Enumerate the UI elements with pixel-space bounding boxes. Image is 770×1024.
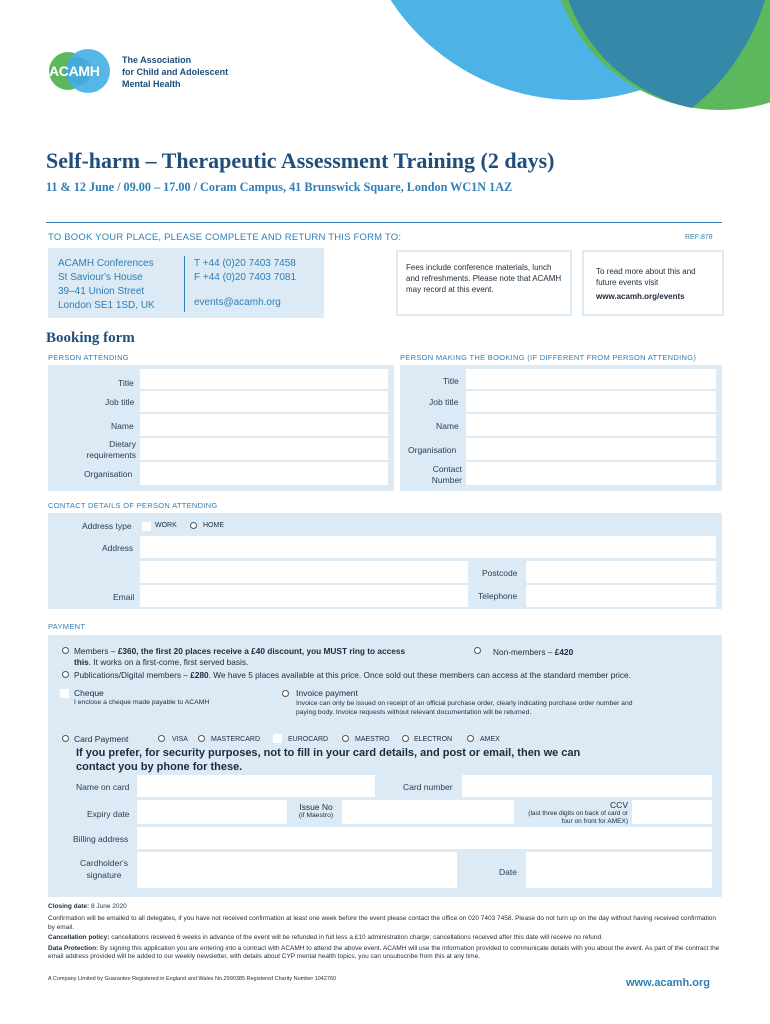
members-radio[interactable] bbox=[62, 647, 69, 654]
org-name: The Association for Child and Adolescent Mental Health bbox=[122, 55, 229, 89]
card-payment-label: Card Payment bbox=[74, 734, 129, 744]
confirmation-note: Confirmation will be emailed to all delegates, if you have not received confirmation at least one week before the event please contact the office on 020 7403 7458. Please do not turn up on the day without having received confirmation by email. bbox=[48, 915, 716, 931]
person-booking-caption: PERSON MAKING THE BOOKING (IF DIFFERENT FROM PERSON ATTENDING) bbox=[400, 353, 697, 362]
ccv-label: CCV (last three digits on back of card or four on front for AMEX) bbox=[528, 800, 628, 825]
card-payment-radio[interactable] bbox=[62, 735, 69, 742]
booker-contact-field[interactable] bbox=[466, 462, 716, 485]
fees-box: Fees include conference materials, lunch and refreshments. Please note that ACAMH may record at this event. bbox=[396, 250, 572, 316]
mastercard-radio[interactable] bbox=[198, 735, 205, 742]
work-checkbox[interactable] bbox=[142, 522, 151, 531]
page-title: Self-harm – Therapeutic Assessment Training (2 days) bbox=[46, 148, 555, 173]
card-number-field[interactable] bbox=[462, 775, 712, 797]
ref-number: REF:878 bbox=[685, 234, 713, 241]
address-field-1[interactable] bbox=[140, 536, 716, 558]
home-option-label: HOME bbox=[203, 522, 224, 529]
company-info: A Company Limited by Guarantee Registered in England and Wales No.2990385 Registered Charity Number 1042760 bbox=[48, 976, 337, 982]
organisation-label: Organisation bbox=[84, 469, 133, 479]
date-field[interactable] bbox=[526, 852, 712, 888]
cheque-option: Cheque I enclose a cheque made payable to ACAMH bbox=[74, 688, 210, 706]
data-protection: Data Protection: By signing this application you are entering into a contract with ACAMH to attend the above event. ACAMH will use the information provided to communicate details with you about the event. As part of the contract the email address provided will be added to our weekly newsletter, with details about CYP mental health topics, you can unsubscribe from this at any time. bbox=[48, 944, 720, 961]
address-type-label: Address type bbox=[82, 521, 132, 531]
payment-caption: PAYMENT bbox=[48, 622, 86, 631]
address-line: ACAMH Conferences bbox=[58, 258, 154, 269]
website-link[interactable]: www.acamh.org bbox=[626, 977, 710, 989]
non-members-radio[interactable] bbox=[474, 647, 481, 654]
postcode-field[interactable] bbox=[526, 561, 716, 583]
acamh-logo bbox=[46, 46, 116, 96]
visa-radio[interactable] bbox=[158, 735, 165, 742]
booking-instruction: TO BOOK YOUR PLACE, PLEASE COMPLETE AND RETURN THIS FORM TO: bbox=[48, 232, 402, 243]
footer-notes bbox=[48, 903, 724, 961]
phone-payment-note: If you prefer, for security purposes, not to fill in your card details, and post or email, then we can contact you by phone for these. bbox=[76, 747, 581, 773]
event-subtitle: 11 & 12 June / 09.00 – 17.00 / Coram Campus, 41 Brunswick Square, London WC1N 1AZ bbox=[46, 180, 513, 194]
events-box: To read more about this and future events visit www.acamh.org/events bbox=[582, 250, 724, 316]
home-radio[interactable] bbox=[190, 522, 197, 529]
invoice-radio[interactable] bbox=[282, 690, 289, 697]
work-option-label: WORK bbox=[155, 522, 177, 529]
logo-text: ACAMH bbox=[49, 63, 100, 79]
email-link[interactable]: events@acamh.org bbox=[194, 297, 281, 308]
fax-number: F +44 (0)20 7403 7081 bbox=[194, 272, 297, 283]
members-option: Members – £360, the first 20 places receive a £40 discount, you MUST ring to access this. It works on a first-come, first served basis. bbox=[74, 646, 406, 667]
billing-address-label: Billing address bbox=[73, 834, 129, 844]
closing-date: Closing date: 8 June 2020 bbox=[48, 903, 127, 910]
attendee-organisation-field[interactable] bbox=[140, 462, 388, 485]
name-label: Name bbox=[111, 421, 134, 431]
title-label: Title bbox=[118, 378, 134, 388]
maestro-radio[interactable] bbox=[342, 735, 349, 742]
cheque-checkbox[interactable] bbox=[60, 689, 69, 698]
non-members-option: Non-members – £420 bbox=[493, 647, 574, 657]
booker-job-title-label: Job title bbox=[429, 397, 459, 407]
attendee-dietary-field[interactable] bbox=[140, 438, 388, 460]
mastercard-label: MASTERCARD bbox=[211, 736, 261, 743]
billing-address-field[interactable] bbox=[137, 827, 712, 849]
address-label: Address bbox=[102, 543, 134, 553]
invoice-option: Invoice payment Invoice can only be issued on receipt of an official purchase order, clearly indicating purchase order number and paying body. Invoice requests without relevant documentation will be returned. bbox=[296, 688, 633, 716]
publications-option: Publications/Digital members – £280. We have 5 places available at this price. Once sold out these members can access at the standard member price. bbox=[74, 670, 631, 680]
eurocard-checkbox[interactable] bbox=[273, 734, 282, 743]
contact-number-label: Contact Number bbox=[431, 464, 462, 485]
booker-title-field[interactable] bbox=[466, 369, 716, 389]
address-separator bbox=[184, 256, 185, 312]
expiry-date-label: Expiry date bbox=[87, 809, 130, 819]
address-field-2[interactable] bbox=[140, 561, 468, 583]
maestro-label: MAESTRO bbox=[355, 736, 390, 743]
attendee-name-field[interactable] bbox=[140, 414, 388, 436]
booker-job-title-field[interactable] bbox=[466, 391, 716, 412]
booker-name-field[interactable] bbox=[466, 414, 716, 436]
booker-organisation-label: Organisation bbox=[408, 445, 457, 455]
expiry-date-field[interactable] bbox=[137, 800, 287, 824]
booker-name-label: Name bbox=[436, 421, 459, 431]
booking-form-heading: Booking form bbox=[46, 330, 135, 346]
contact-caption: CONTACT DETAILS OF PERSON ATTENDING bbox=[48, 501, 218, 510]
issue-no-label: Issue No (if Maestro) bbox=[298, 802, 334, 819]
eurocard-label: EUROCARD bbox=[288, 736, 329, 743]
booker-organisation-field[interactable] bbox=[466, 438, 716, 460]
address-line: St Saviour's House bbox=[58, 272, 143, 283]
signature-field[interactable] bbox=[137, 852, 457, 888]
job-title-label: Job title bbox=[105, 397, 135, 407]
postcode-label: Postcode bbox=[482, 568, 518, 578]
divider bbox=[46, 222, 722, 223]
attendee-title-field[interactable] bbox=[140, 369, 388, 389]
amex-radio[interactable] bbox=[467, 735, 474, 742]
address-line: London SE1 1SD, UK bbox=[58, 300, 155, 311]
electron-label: ELECTRON bbox=[414, 736, 453, 743]
ccv-field[interactable] bbox=[632, 800, 712, 824]
electron-radio[interactable] bbox=[402, 735, 409, 742]
booker-title-label: Title bbox=[443, 376, 459, 386]
name-on-card-field[interactable] bbox=[137, 775, 375, 797]
dietary-label: Dietary requirements bbox=[86, 439, 136, 460]
date-label: Date bbox=[499, 867, 517, 877]
address-line: 39–41 Union Street bbox=[58, 286, 145, 297]
visa-label: VISA bbox=[172, 736, 188, 743]
name-on-card-label: Name on card bbox=[76, 782, 130, 792]
cardholder-signature-label: Cardholder's signature bbox=[80, 858, 128, 880]
cancellation-policy: Cancellation policy: cancellations received 6 weeks in advance of the event will be refunded in full less a £10 administration charge; cancellations received after this date will receive no refund. bbox=[48, 934, 603, 942]
decorative-circles bbox=[300, 0, 770, 110]
card-number-label: Card number bbox=[403, 782, 453, 792]
address-box bbox=[48, 248, 324, 318]
telephone-label: Telephone bbox=[478, 591, 518, 601]
email-label: Email bbox=[113, 592, 135, 602]
attendee-job-title-field[interactable] bbox=[140, 391, 388, 412]
publications-radio[interactable] bbox=[62, 671, 69, 678]
telephone-field[interactable] bbox=[526, 585, 716, 607]
amex-label: AMEX bbox=[480, 736, 500, 743]
issue-no-field[interactable] bbox=[342, 800, 514, 824]
person-attending-caption: PERSON ATTENDING bbox=[48, 353, 129, 362]
events-link[interactable]: www.acamh.org/events bbox=[596, 292, 685, 301]
phone-number: T +44 (0)20 7403 7458 bbox=[194, 258, 296, 269]
email-field[interactable] bbox=[140, 585, 468, 607]
